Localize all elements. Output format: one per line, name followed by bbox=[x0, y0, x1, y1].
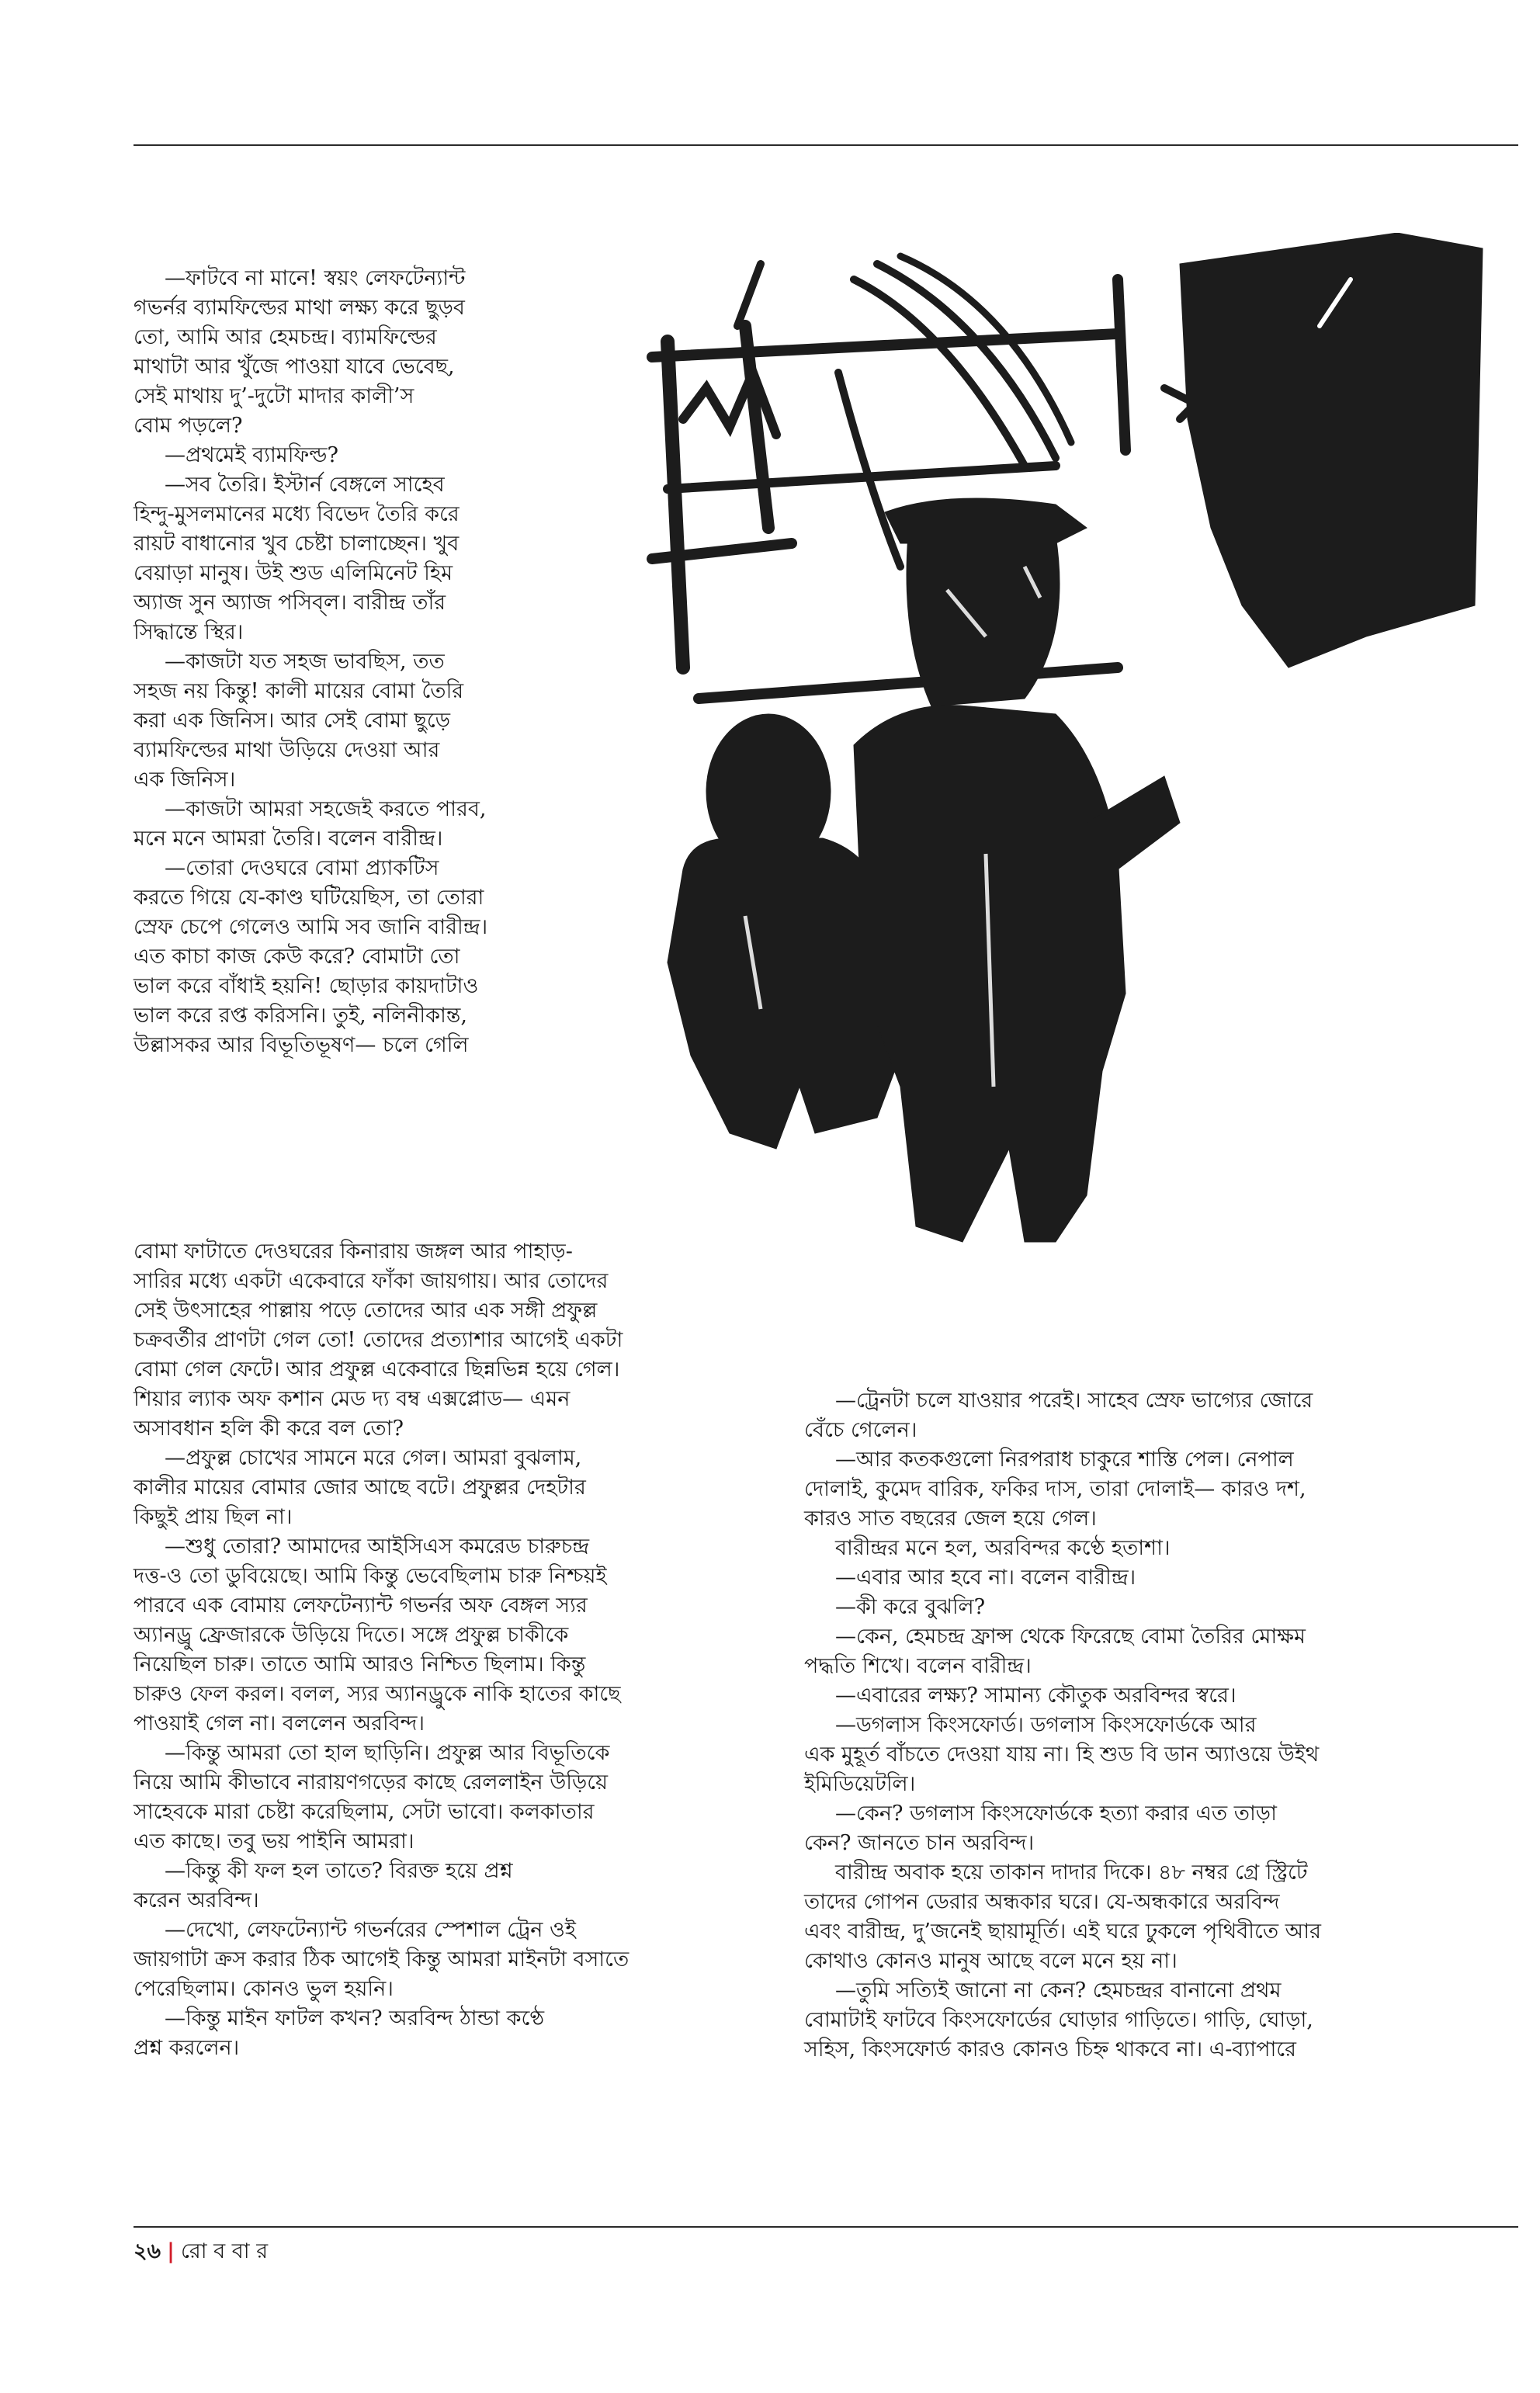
text-line: —তুমি সত্যিই জানো না কেন? হেমচন্দ্রর বানানো প্রথম bbox=[835, 1979, 1282, 2003]
text-line: হিন্দু-মুসলমানের মধ্যে বিভেদ তৈরি করে bbox=[134, 502, 460, 526]
text-line: —ট্রেনটা চলে যাওয়ার পরেই। সাহেব স্রেফ ভাগ্যের জোরে bbox=[835, 1389, 1313, 1413]
text-line: অ্যাজ সুন অ্যাজ পসিব্‌ল। বারীন্দ্র তাঁর bbox=[134, 591, 446, 615]
text-line: সারির মধ্যে একটা একেবারে ফাঁকা জায়গায়। আর তোদের bbox=[134, 1269, 609, 1293]
text-line: সিদ্ধান্তে স্থির। bbox=[134, 620, 244, 644]
text-line: —কিন্তু মাইন ফাটল কখন? অরবিন্দ ঠান্ডা কণ্ঠে bbox=[165, 2006, 545, 2031]
text-line: নিয়ে আমি কীভাবে নারায়ণগড়ের কাছে রেললাইন উড়িয়ে bbox=[134, 1770, 609, 1795]
text-line: জায়গাটা ক্রস করার ঠিক আগেই কিন্তু আমরা মাইনটা বসাতে bbox=[134, 1947, 630, 1972]
text-line: —শুধু তোরা? আমাদের আইসিএস কমরেড চারুচন্দ্র bbox=[165, 1535, 590, 1559]
top-rule bbox=[134, 144, 1518, 146]
text-line: তাদের গোপন ডেরার অন্ধকার ঘরে। যে-অন্ধকারে অরবিন্দ bbox=[804, 1890, 1280, 1914]
text-line: উল্লাসকর আর বিভূতিভূষণ— চলে গেলি bbox=[134, 1033, 469, 1057]
text-line: চারুও ফেল করল। বলল, স্যর অ্যানড্রুকে নাকি হাতের কাছে bbox=[134, 1682, 621, 1706]
text-line: —প্রথমেই ব্যামফিল্ড? bbox=[165, 443, 338, 467]
text-line: পদ্ধতি শিখে। বলেন বারীন্দ্র। bbox=[804, 1654, 1032, 1678]
text-line: বারীন্দ্র অবাক হয়ে তাকান দাদার দিকে। ৪৮ নম্বর গ্রে স্ট্রিটে bbox=[835, 1861, 1308, 1885]
text-line: সহজ নয় কিন্তু! কালী মায়ের বোমা তৈরি bbox=[134, 679, 464, 703]
text-line: সাহেবকে মারা চেষ্টা করেছিলাম, সেটা ভাবো। কলকাতার bbox=[134, 1800, 595, 1824]
text-line: বোমাটাই ফাটবে কিংসফোর্ডের ঘোড়ার গাড়িতে। গাড়ি, ঘোড়া, bbox=[804, 2008, 1313, 2032]
text-line: ভাল করে বাঁধাই হয়নি! ছোড়ার কায়দাটাও bbox=[134, 974, 479, 998]
magazine-name: রো ব বা র bbox=[180, 2239, 269, 2263]
text-line: চক্রবর্তীর প্রাণটা গেল তো! তোদের প্রত্যাশার আগেই একটা bbox=[134, 1328, 623, 1352]
text-line: কারও সাত বছরের জেল হয়ে গেল। bbox=[804, 1507, 1097, 1531]
text-line: রায়ট বাধানোর খুব চেষ্টা চালাচ্ছেন। খুব bbox=[134, 532, 460, 556]
text-line: কোথাও কোনও মানুষ আছে বলে মনে হয় না। bbox=[804, 1949, 1178, 1973]
text-line: সেই মাথায় দু’-দুটো মাদার কালী’স bbox=[134, 384, 414, 408]
text-line: —দেখো, লেফটেন্যান্ট গভর্নরের স্পেশাল ট্রেন ওই bbox=[165, 1918, 576, 1942]
page-number: ২৬ bbox=[134, 2239, 161, 2263]
bottom-rule bbox=[134, 2226, 1518, 2228]
text-line: দত্ত-ও তো ডুবিয়েছে। আমি কিন্তু ভেবেছিলাম চারু নিশ্চয়ই bbox=[134, 1564, 607, 1588]
text-line: —তোরা দেওঘরে বোমা প্র্যাকটিস bbox=[165, 856, 439, 880]
text-line: পারবে এক বোমায় লেফটেন্যান্ট গভর্নর অফ বেঙ্গল স্যর bbox=[134, 1594, 588, 1618]
text-line: —এবারের লক্ষ্য? সামান্য কৌতুক অরবিন্দর স্বরে। bbox=[835, 1684, 1237, 1708]
text-line: কালীর মায়ের বোমার জোর আছে বটে। প্রফুল্লর দেহটার bbox=[134, 1476, 586, 1500]
text-line: বোম পড়লে? bbox=[134, 414, 243, 438]
text-line: —কিন্তু আমরা তো হাল ছাড়িনি। প্রফুল্ল আর বিভূতিকে bbox=[165, 1741, 610, 1765]
page-footer bbox=[134, 2237, 268, 2266]
text-line: এত কাচা কাজ কেউ করে? বোমাটা তো bbox=[134, 945, 460, 969]
footer-separator: | bbox=[167, 2239, 175, 2263]
text-line: ইমিডিয়েটলি। bbox=[804, 1772, 916, 1796]
text-line: কিছুই প্রায় ছিল না। bbox=[134, 1505, 293, 1529]
text-line: বোমা গেল ফেটে। আর প্রফুল্ল একেবারে ছিন্নভিন্ন হয়ে গেল। bbox=[134, 1358, 620, 1382]
text-line: প্রশ্ন করলেন। bbox=[134, 2036, 240, 2060]
text-line: —কিন্তু কী ফল হল তাতে? বিরক্ত হয়ে প্রশ্ন bbox=[165, 1859, 513, 1883]
text-line: —কাজটা যত সহজ ভাবছিস, তত bbox=[165, 650, 445, 674]
text-line: মাথাটা আর খুঁজে পাওয়া যাবে ভেবেছ, bbox=[134, 355, 455, 379]
text-line: করেন অরবিন্দ। bbox=[134, 1888, 259, 1913]
text-line: তো, আমি আর হেমচন্দ্র। ব্যামফিল্ডের bbox=[134, 325, 437, 349]
text-line: স্রেফ চেপে গেলেও আমি সব জানি বারীন্দ্র। bbox=[134, 915, 488, 939]
text-line: অ্যানড্রু ফ্রেজারকে উড়িয়ে দিতে। সঙ্গে প্রফুল্ল চাকীকে bbox=[134, 1623, 569, 1647]
text-line: কেন? জানতে চান অরবিন্দ। bbox=[804, 1831, 1035, 1855]
text-line: সেই উৎসাহের পাল্লায় পড়ে তোদের আর এক সঙ্গী প্রফুল্ল bbox=[134, 1299, 598, 1323]
text-line: —কাজটা আমরা সহজেই করতে পারব, bbox=[165, 797, 487, 821]
text-line: দোলাই, কুমেদ বারিক, ফকির দাস, তারা দোলাই— কারও দশ, bbox=[804, 1477, 1306, 1501]
right-column bbox=[804, 1386, 1503, 2065]
text-line: করতে গিয়ে যে-কাণ্ড ঘটিয়েছিস, তা তোরা bbox=[134, 886, 484, 910]
text-line: —কী করে বুঝলি? bbox=[835, 1595, 986, 1619]
text-line: গভর্নর ব্যামফিল্ডের মাথা লক্ষ্য করে ছুড়ব bbox=[134, 296, 465, 320]
text-line: ভাল করে রপ্ত করিসনি। তুই, নলিনীকান্ত, bbox=[134, 1004, 468, 1028]
text-line: নিয়েছিল চারু। তাতে আমি আরও নিশ্চিত ছিলাম। কিন্তু bbox=[134, 1653, 586, 1677]
text-line: —কেন, হেমচন্দ্র ফ্রান্স থেকে ফিরেছে বোমা তৈরির মোক্ষম bbox=[835, 1625, 1306, 1649]
text-line: এক মুহূর্ত বাঁচতে দেওয়া যায় না। হি শুড বি ডান অ্যাওয়ে উইথ bbox=[804, 1743, 1320, 1767]
text-line: সহিস, কিংসফোর্ড কারও কোনও চিহ্ন থাকবে না। এ-ব্যাপারে bbox=[804, 2038, 1296, 2062]
text-line: —ফাটবে না মানে! স্বয়ং লেফটেন্যান্ট bbox=[165, 266, 466, 290]
text-line: বেয়াড়া মানুষ। উই শুড এলিমিনেট হিম bbox=[134, 561, 453, 585]
text-line: —এবার আর হবে না। বলেন বারীন্দ্র। bbox=[835, 1566, 1136, 1590]
text-line: বারীন্দ্রর মনে হল, অরবিন্দর কণ্ঠে হতাশা। bbox=[835, 1536, 1171, 1560]
text-line: শিয়ার ল্যাক অফ কশান মেড দ্য বম্ব এক্সপ্লোড— এমন bbox=[134, 1387, 571, 1411]
text-line: বেঁচে গেলেন। bbox=[804, 1418, 917, 1442]
text-line: মনে মনে আমরা তৈরি। বলেন বারীন্দ্র। bbox=[134, 827, 443, 851]
text-line: —সব তৈরি। ইস্টার্ন বেঙ্গলে সাহেব bbox=[165, 473, 445, 497]
text-line: পাওয়াই গেল না। বললেন অরবিন্দ। bbox=[134, 1712, 425, 1736]
text-line: বোমা ফাটাতে দেওঘরের কিনারায় জঙ্গল আর পাহাড়- bbox=[134, 1240, 573, 1264]
text-line: এক জিনিস। bbox=[134, 768, 236, 792]
text-line: —আর কতকগুলো নিরপরাধ চাকুরে শাস্তি পেল। নেপাল bbox=[835, 1448, 1294, 1472]
text-line: —প্রফুল্ল চোখের সামনে মরে গেল। আমরা বুঝলাম, bbox=[165, 1446, 582, 1470]
text-line: ব্যামফিল্ডের মাথা উড়িয়ে দেওয়া আর bbox=[134, 738, 440, 762]
wide-text-block bbox=[134, 1237, 754, 2063]
text-line: করা এক জিনিস। আর সেই বোমা ছুড়ে bbox=[134, 709, 451, 733]
text-line: —ডগলাস কিংসফোর্ড। ডগলাস কিংসফোর্ডকে আর bbox=[835, 1713, 1257, 1737]
illustration-two-figures bbox=[621, 233, 1490, 1366]
text-line: অসাবধান হলি কী করে বল তো? bbox=[134, 1417, 404, 1441]
text-line: এবং বারীন্দ্র, দু’জনেই ছায়ামূর্তি। এই ঘরে ঢুকলে পৃথিবীতে আর bbox=[804, 1920, 1322, 1944]
text-line: পেরেছিলাম। কোনও ভুল হয়নি। bbox=[134, 1977, 394, 2001]
text-line: এত কাছে। তবু ভয় পাইনি আমরা। bbox=[134, 1829, 414, 1854]
text-line: —কেন? ডগলাস কিংসফোর্ডকে হত্যা করার এত তাড়া bbox=[835, 1802, 1277, 1826]
